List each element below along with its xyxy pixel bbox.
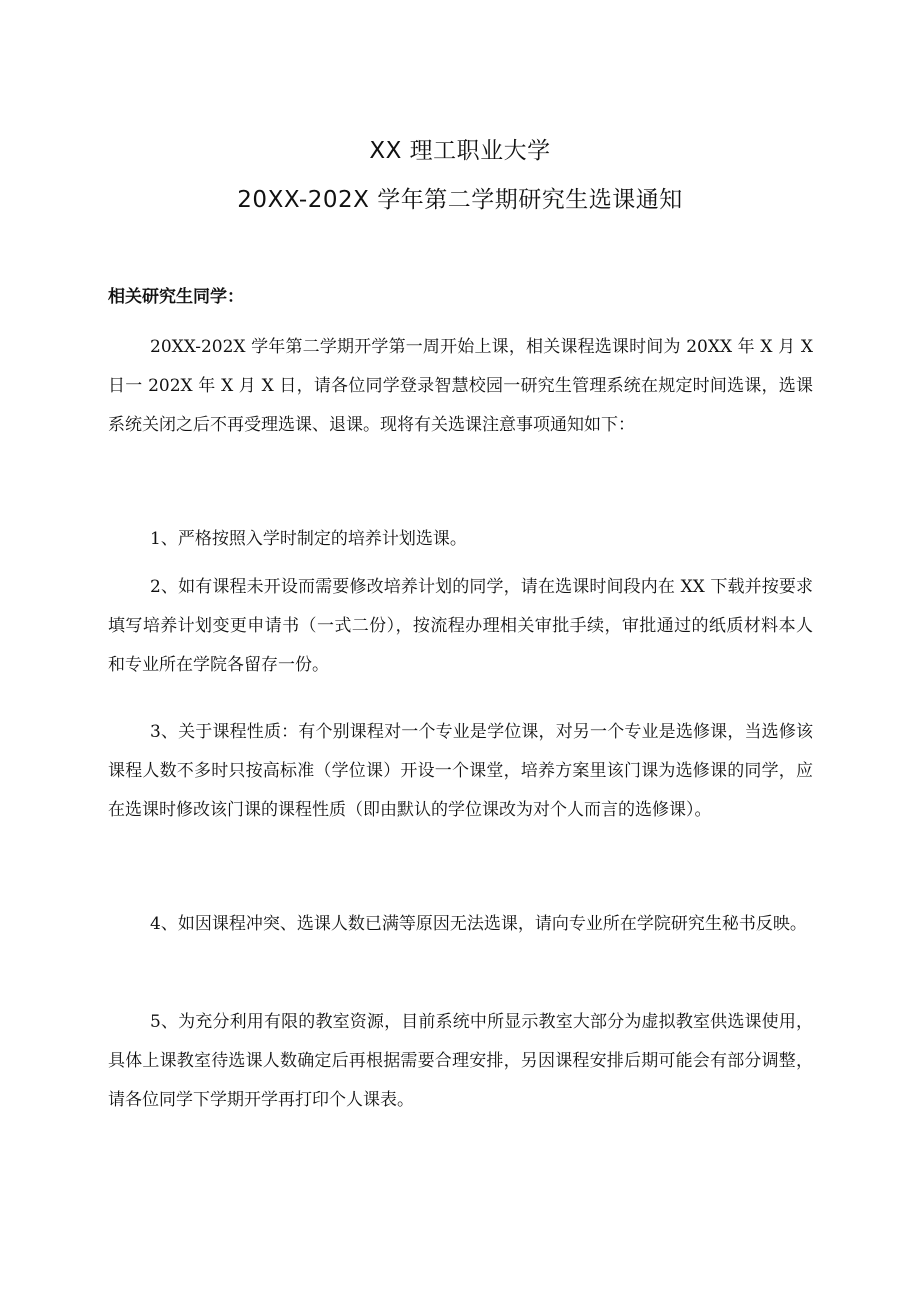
notice-item-1: 1、严格按照入学时制定的培养计划选课。: [150, 529, 467, 549]
salutation: 相关研究生同学：: [108, 287, 244, 307]
intro-paragraph: 20XX-202X 学年第二学期开学第一周开始上课，相关课程选课时间为 20XX 年 X 月 X 日一 202X 年 X 月 X 日，请各位同学登录智慧校园一研究生管理系统在规定时间选课，选课系统关闭之后不再受理选课、退课。现将有关选课注意事项通知如下：: [108, 337, 813, 435]
notice-item-5: 5、为充分利用有限的教室资源，目前系统中所显示教室大部分为虚拟教室供选课使用，具体上课教室待选课人数确定后再根据需要合理安排，另因课程安排后期可能会有部分调整，请各位同学下学期开学再打印个人课表。: [108, 1012, 813, 1110]
notice-item-4: 4、如因课程冲突、选课人数已满等原因无法选课，请向专业所在学院研究生秘书反映。: [150, 914, 807, 934]
notice-item-2: 2、如有课程未开设而需要修改培养计划的同学，请在选课时间段内在 XX 下载并按要求填写培养计划变更申请书（一式二份），按流程办理相关审批手续，审批通过的纸质材料本人和专业所在学院各留存一份。: [108, 577, 813, 675]
institution-title: XX 理工职业大学: [369, 138, 551, 164]
notice-title: 20XX-202X 学年第二学期研究生选课通知: [237, 187, 683, 213]
notice-item-3: 3、关于课程性质：有个别课程对一个专业是学位课，对另一个专业是选修课，当选修该课程人数不多时只按高标准（学位课）开设一个课堂，培养方案里该门课为选修课的同学，应在选课时修改该门课的课程性质（即由默认的学位课改为对个人而言的选修课）。: [108, 722, 813, 820]
